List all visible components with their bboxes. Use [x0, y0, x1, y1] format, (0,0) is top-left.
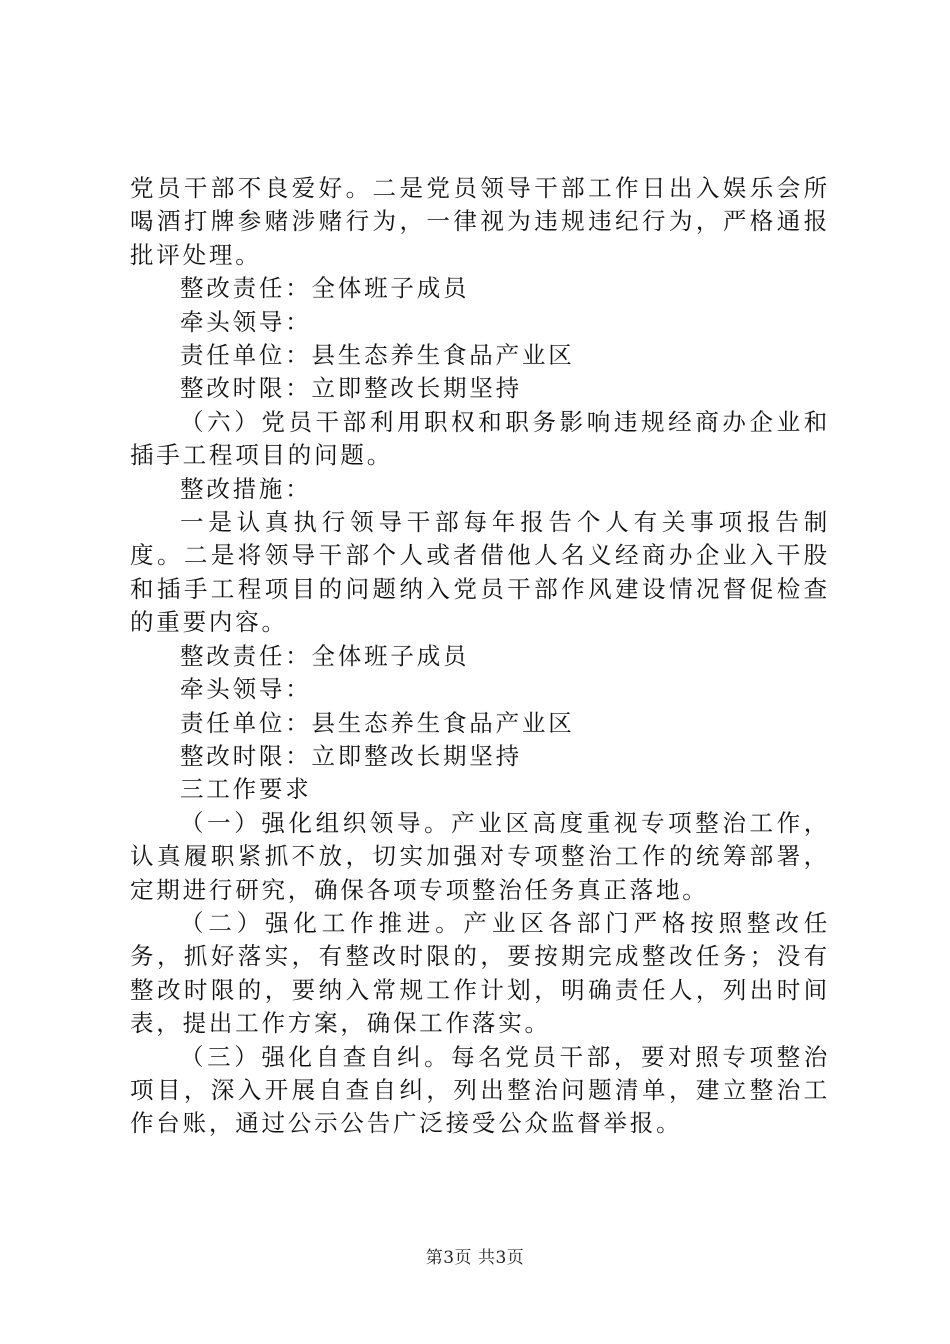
paragraph-requirement-three: （三）强化自查自纠。每名党员干部，要对照专项整治项目，深入开展自查自纠，列出整治问题清单，建立整治工作台账，通过公示公告广泛接受公众监督举报。 — [130, 1042, 830, 1138]
paragraph-continuation: 党员干部不良爱好。二是党员领导干部工作日出入娱乐会所喝酒打牌参赌涉赌行为，一律视为违规违纪行为，严格通报批评处理。 — [130, 174, 830, 269]
paragraph-deadline: 整改时限：立即整改长期坚持 — [180, 741, 522, 770]
paragraph-lead: 牵头领导： — [180, 307, 312, 336]
paragraph-issue-six: （六）党员干部利用职权和职务影响违规经商办企业和插手工程项目的问题。 — [130, 407, 830, 470]
paragraph-lead: 牵头领导： — [180, 675, 312, 704]
document-body — [130, 172, 830, 1141]
paragraph-responsibility: 整改责任：全体班子成员 — [180, 641, 470, 670]
paragraph-deadline: 整改时限：立即整改长期坚持 — [180, 374, 522, 403]
paragraph-measures: 一是认真执行领导干部每年报告个人有关事项报告制度。二是将领导干部个人或者借他人名义经商办企业入干股和插手工程项目的问题纳入党员干部作风建设情况督促检查的重要内容。 — [130, 508, 830, 637]
paragraph-measures-heading: 整改措施： — [180, 474, 312, 503]
paragraph-unit: 责任单位：县生态养生食品产业区 — [180, 708, 575, 737]
section-heading-requirements: 三工作要求 — [180, 775, 312, 804]
paragraph-requirement-one: （一）强化组织领导。产业区高度重视专项整治工作，认真履职紧抓不放，切实加强对专项整治工作的统筹部署，定期进行研究，确保各项专项整治任务真正落地。 — [130, 808, 830, 904]
paragraph-unit: 责任单位：县生态养生食品产业区 — [180, 341, 575, 370]
page-number-footer: 第3页 共3页 — [425, 1248, 525, 1268]
paragraph-responsibility: 整改责任：全体班子成员 — [180, 274, 470, 303]
paragraph-requirement-two: （二）强化工作推进。产业区各部门严格按照整改任务，抓好落实，有整改时限的，要按期完成整改任务；没有整改时限的，要纳入常规工作计划，明确责任人，列出时间表，提出工作方案，确保工作落实。 — [130, 908, 830, 1038]
